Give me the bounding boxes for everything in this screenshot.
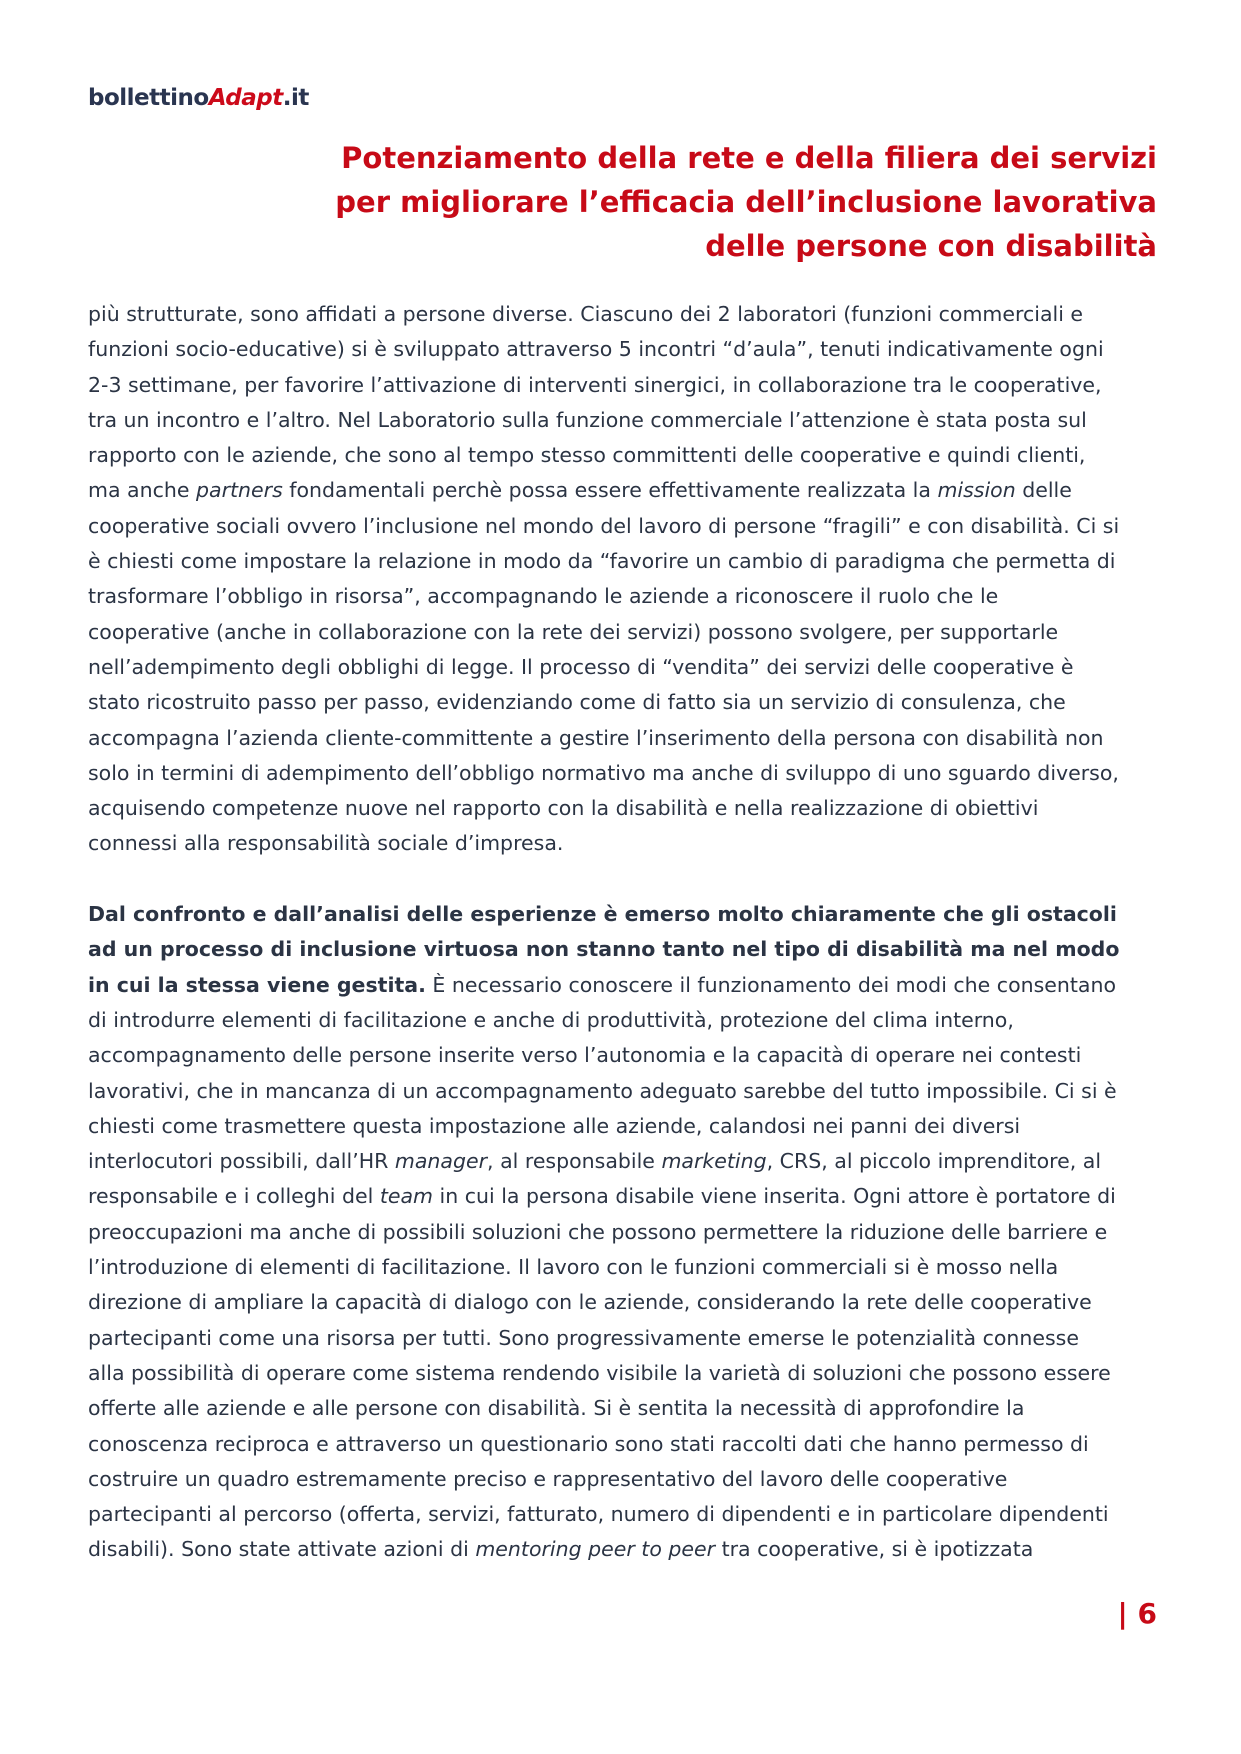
text-line: interlocutori possibili, dall’HR manager, al responsabile marketing, CRS, al piccolo imprenditore, al <box>88 1149 1102 1174</box>
text-line: offerte alle aziende e alle persone con disabilità. Si è sentita la necessità di approfondire la <box>88 1396 1025 1421</box>
text-line: connessi alla responsabilità sociale d’impresa. <box>88 831 564 856</box>
text-line: direzione di ampliare la capacità di dialogo con le aziende, considerando la rete delle cooperative <box>88 1290 1092 1315</box>
text-line: conoscenza reciproca e attraverso un questionario sono stati raccolti dati che hanno permesso di <box>88 1431 1089 1456</box>
paragraph-spacer <box>88 862 1160 897</box>
italic-term-marketing: marketing <box>661 1149 767 1174</box>
title-line-1: Potenziamento della rete e della filiera dei servizi <box>341 141 1157 175</box>
text-line: più strutturate, sono affidati a persone diverse. Ciascuno dei 2 laboratori (funzioni commerciali e <box>88 302 1084 326</box>
text-line: partecipanti come una risorsa per tutti. Sono progressivamente emerse le potenzialità connesse <box>88 1325 1079 1350</box>
italic-term-team: team <box>379 1184 433 1209</box>
logo-text-adapt: Adapt <box>208 85 283 111</box>
text-line: alla possibilità di operare come sistema rendendo visibile la varietà di soluzioni che possono essere <box>88 1360 1111 1385</box>
site-logo <box>88 84 309 112</box>
text-line: è chiesti come impostare la relazione in modo da “favorire un cambio di paradigma che permetta di <box>88 549 1116 574</box>
page-number: | 6 <box>1117 1597 1157 1630</box>
text-line: di introdurre elementi di facilitazione e anche di produttività, protezione del clima interno, <box>88 1007 1014 1032</box>
bold-text-line: ad un processo di inclusione virtuosa non stanno tanto nel tipo di disabilità ma nel modo <box>88 937 1120 962</box>
text-line: ma anche partners fondamentali perchè possa essere effettivamente realizzata la mission delle <box>88 478 1072 503</box>
article-title <box>257 136 1157 268</box>
text-line: preoccupazioni ma anche di possibili soluzioni che possono permettere la riduzione delle barriere e <box>88 1219 1108 1244</box>
logo-text-domain: .it <box>282 85 309 111</box>
text-line: chiesti come trasmettere questa impostazione alle aziende, calandosi nei panni dei diversi <box>88 1113 1021 1138</box>
text-line: accompagnamento delle persone inserite verso l’autonomia e la capacità di operare nei contesti <box>88 1043 1082 1068</box>
italic-term-manager: manager <box>394 1149 488 1174</box>
text-line: cooperative sociali ovvero l’inclusione nel mondo del lavoro di persone “fragili” e con disabilità. Ci si <box>88 513 1120 538</box>
text-line: 2-3 settimane, per favorire l’attivazione di interventi sinergici, in collaborazione tra le cooperative, <box>88 372 1102 397</box>
text-line: nell’adempimento degli obblighi di legge. Il processo di “vendita” dei servizi delle cooperative è <box>88 654 1074 679</box>
text-line: tra un incontro e l’altro. Nel Laboratorio sulla funzione commerciale l’attenzione è stata posta sul <box>88 407 1087 432</box>
text-line: disabili). Sono state attivate azioni di mentoring peer to peer tra cooperative, si è ipotizzata <box>88 1537 1034 1562</box>
text-line: costruire un quadro estremamente preciso e rappresentativo del lavoro delle cooperative <box>88 1466 1008 1491</box>
text-line: stato ricostruito passo per passo, evidenziando come di fatto sia un servizio di consulenza, che <box>88 690 1066 715</box>
logo-text-bollettino: bollettino <box>88 85 209 111</box>
italic-term-mission: mission <box>937 478 1016 503</box>
bold-text: in cui la stessa viene gestita. <box>88 972 426 997</box>
text-line: in cui la stessa viene gestita. È necessario conoscere il funzionamento dei modi che consentano <box>88 972 1117 997</box>
paragraph-2 <box>88 897 1160 1568</box>
text-line: funzioni socio-educative) si è sviluppato attraverso 5 incontri “d’aula”, tenuti indicativamente ogni <box>88 337 1104 362</box>
bold-text-line: Dal confronto e dall’analisi delle esperienze è emerso molto chiaramente che gli ostacoli <box>88 902 1117 927</box>
text-line: accompagna l’azienda cliente-committente a gestire l’inserimento della persona con disabilità non <box>88 725 1104 750</box>
text-line: responsabile e i colleghi del team in cui la persona disabile viene inserita. Ogni attore è portatore di <box>88 1184 1116 1209</box>
text-line: lavorativi, che in mancanza di un accompagnamento adeguato sarebbe del tutto impossibile. Ci si è <box>88 1078 1117 1103</box>
text-line: acquisendo competenze nuove nel rapporto con la disabilità e nella realizzazione di obiettivi <box>88 796 1039 821</box>
title-line-3: delle persone con disabilità <box>705 229 1157 263</box>
article-body <box>88 297 1160 1568</box>
text-line: rapporto con le aziende, che sono al tempo stesso committenti delle cooperative e quindi clienti, <box>88 443 1086 468</box>
title-line-2: per migliorare l’efficacia dell’inclusione lavorativa <box>335 185 1157 219</box>
text-line: cooperative (anche in collaborazione con la rete dei servizi) possono svolgere, per supportarle <box>88 619 1059 644</box>
text-line: trasformare l’obbligo in risorsa”, accompagnando le aziende a riconoscere il ruolo che le <box>88 584 999 609</box>
text-line: partecipanti al percorso (offerta, servizi, fatturato, numero di dipendenti e in particolare dipendenti <box>88 1502 1109 1527</box>
paragraph-1 <box>88 297 1160 862</box>
italic-term-mentoring: mentoring peer to peer <box>475 1537 716 1562</box>
text-line: solo in termini di adempimento dell’obbligo normativo ma anche di sviluppo di uno sguardo diverso, <box>88 760 1119 785</box>
italic-term-partners: partners <box>196 478 283 503</box>
text-line: l’introduzione di elementi di facilitazione. Il lavoro con le funzioni commerciali si è mosso nella <box>88 1255 1059 1280</box>
